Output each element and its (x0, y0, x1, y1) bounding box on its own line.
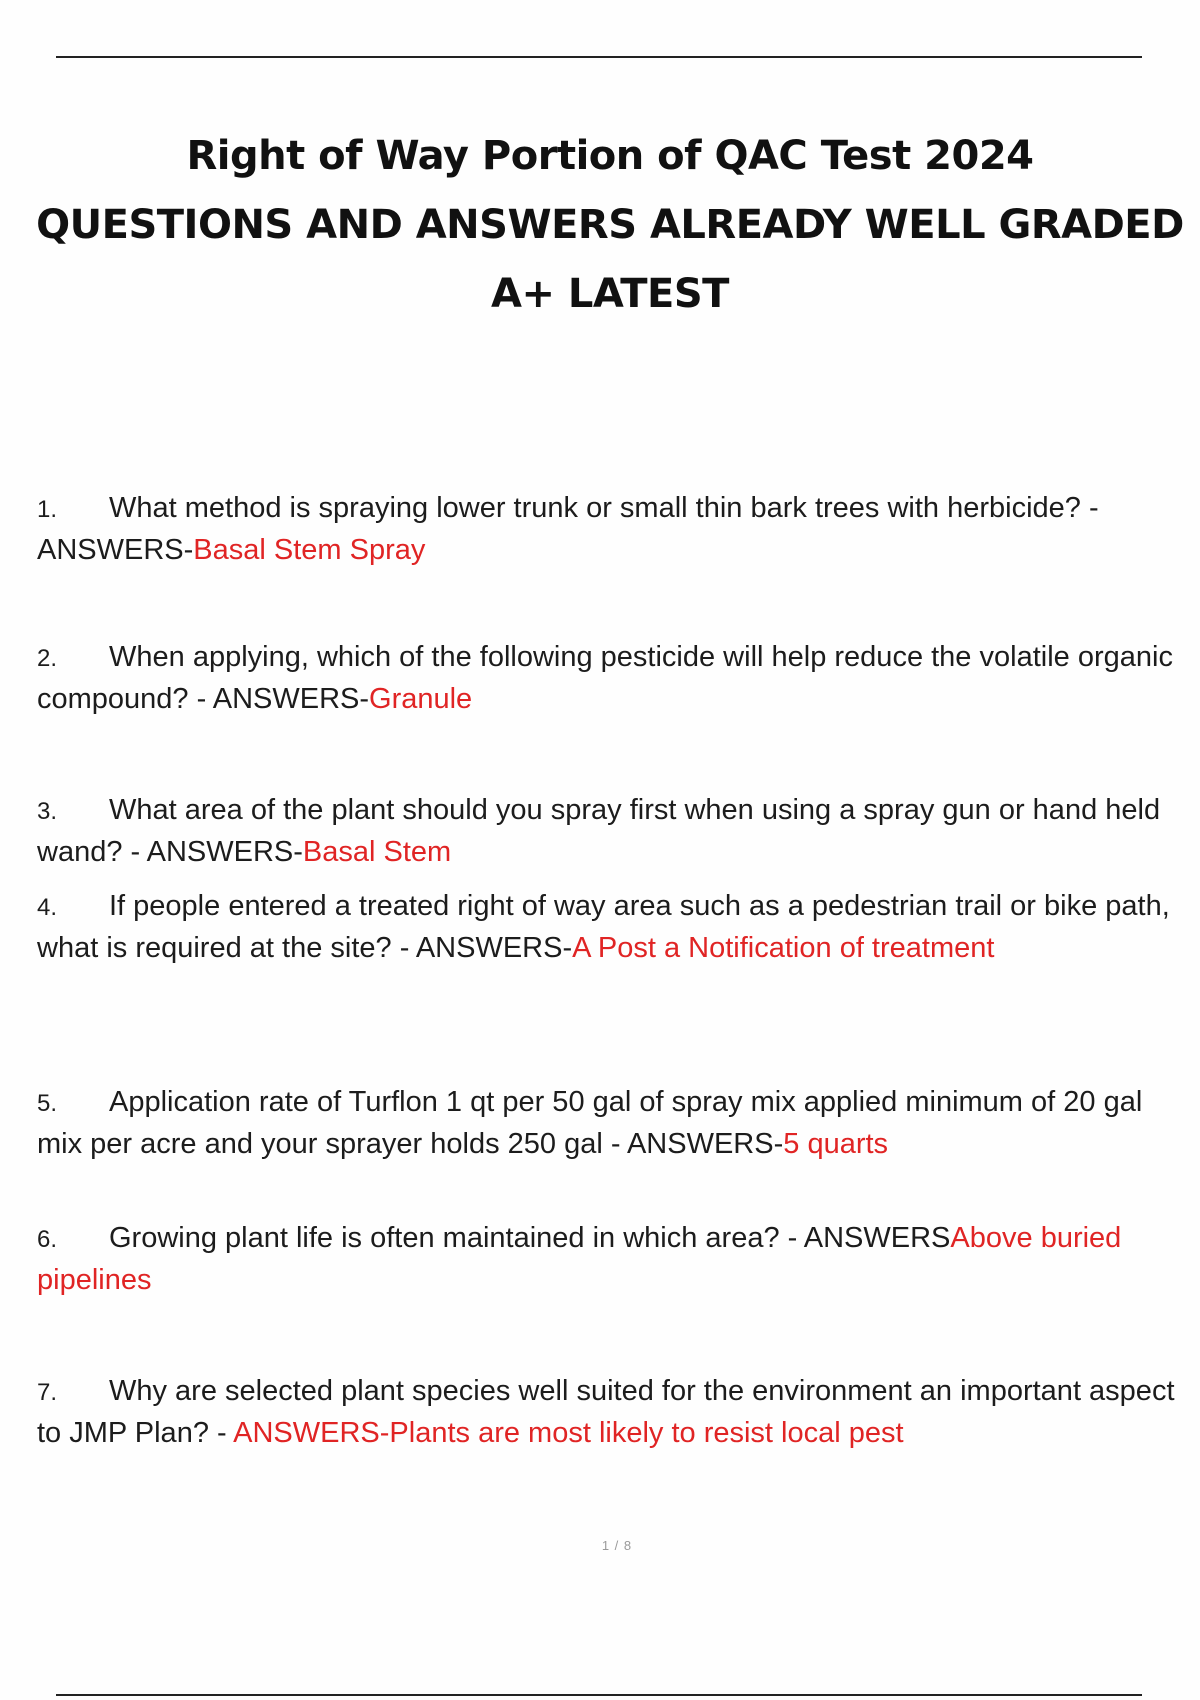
title-line-3: A+ LATEST (491, 271, 729, 317)
question-text: Why are selected plant species well suited for the environment an important aspect to JMP Plan? - (37, 1375, 1175, 1449)
question-number: 2. (37, 645, 58, 672)
question-number: 6. (37, 1226, 58, 1253)
question-item-5 (37, 1082, 1187, 1164)
answer-text: ANSWERS-Plants are most likely to resist local pest (233, 1417, 904, 1449)
question-item-2 (37, 637, 1187, 719)
question-text: What area of the plant should you spray first when using a spray gun or hand held wand? - ANSWERS- (37, 794, 1161, 868)
answer-text: A Post a Notification of treatment (572, 932, 995, 964)
question-item-1 (37, 488, 1187, 570)
question-text: When applying, which of the following pesticide will help reduce the volatile organic compound? - ANSWERS- (37, 641, 1173, 715)
question-item-7 (37, 1371, 1187, 1453)
top-rule (56, 56, 1142, 58)
question-item-6 (37, 1218, 1187, 1300)
question-number: 1. (37, 496, 58, 523)
question-number: 3. (37, 798, 58, 825)
answer-text: Basal Stem Spray (193, 534, 426, 566)
document-title (20, 122, 1200, 329)
title-line-2: QUESTIONS AND ANSWERS ALREADY WELL GRADED (36, 202, 1184, 248)
question-text: Growing plant life is often maintained in which area? - ANSWERS (109, 1222, 951, 1254)
answer-text: Basal Stem (302, 836, 452, 868)
bottom-rule (56, 1694, 1142, 1696)
answer-text: 5 quarts (783, 1128, 889, 1160)
answer-text: Above buried pipelines (37, 1222, 1122, 1296)
question-text: Application rate of Turflon 1 qt per 50 gal of spray mix applied minimum of 20 gal mix per acre and your sprayer holds 250 gal - ANSWERS- (37, 1086, 1143, 1160)
question-text: If people entered a treated right of way area such as a pedestrian trail or bike path, what is required at the site? - ANSWERS- (37, 890, 1170, 964)
question-item-3 (37, 790, 1187, 872)
question-item-4 (37, 886, 1187, 968)
question-text: What method is spraying lower trunk or small thin bark trees with herbicide? - ANSWERS- (37, 492, 1099, 566)
page-indicator: 1 / 8 (601, 1538, 633, 1553)
question-number: 4. (37, 894, 58, 921)
title-line-1: Right of Way Portion of QAC Test 2024 (186, 133, 1034, 179)
question-number: 7. (37, 1379, 58, 1406)
answer-text: Granule (369, 683, 473, 715)
question-number: 5. (37, 1090, 58, 1117)
